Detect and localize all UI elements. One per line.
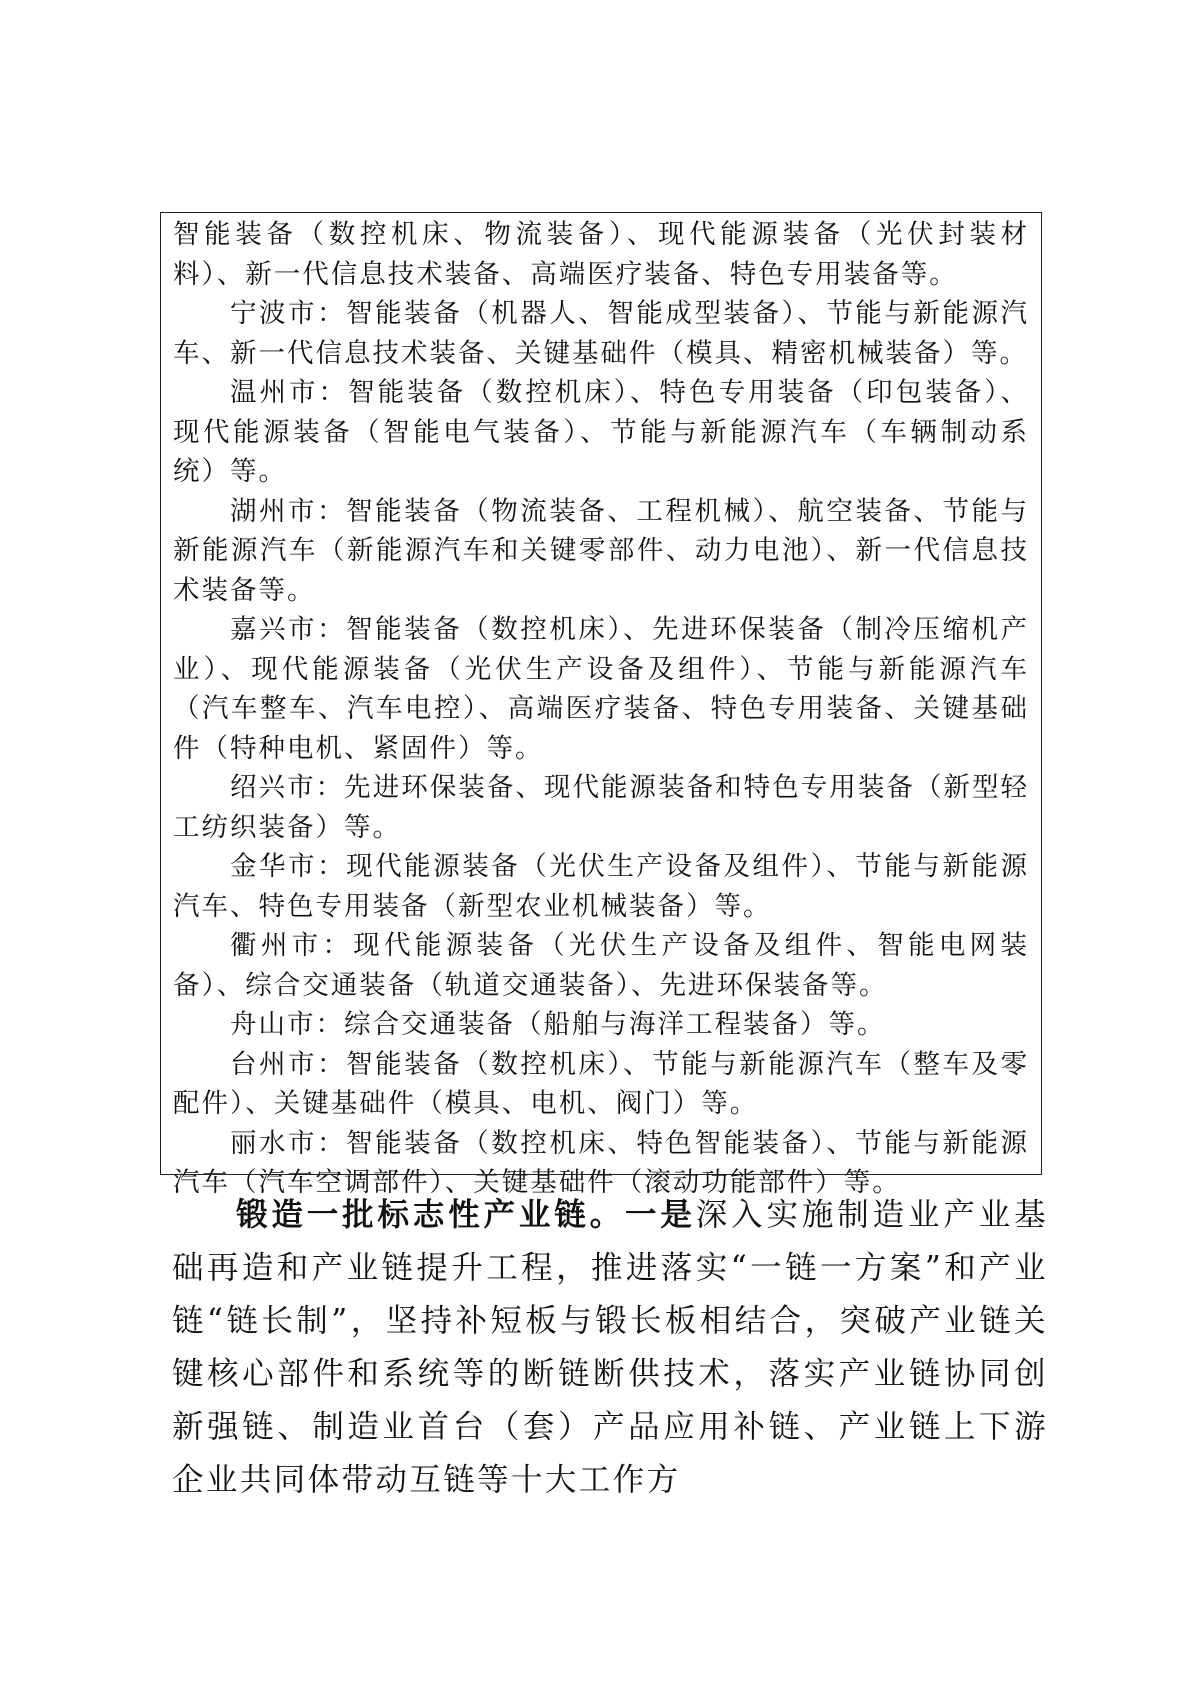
city-text: 智能装备（数控机床）、节能与新能源汽车（整车及零配件）、关键基础件（模具、电机、阀门）等。: [173, 1048, 1030, 1119]
city-text: 智能装备（数控机床）、先进环保装备（制冷压缩机产业）、现代能源装备（光伏生产设备及组件）、节能与新能源汽车（汽车整车、汽车电控）、高端医疗装备、特色专用装备、关键基础件（特种电机、紧固件）等。: [173, 614, 1030, 764]
city-name: 衢州市：: [230, 930, 354, 961]
paragraph-lead: 锻造一批标志性产业链。: [236, 1196, 626, 1233]
city-name: 宁波市：: [230, 298, 347, 329]
city-entry-wenzhou: [173, 373, 1029, 492]
city-name: 舟山市：: [230, 1009, 344, 1040]
city-text: 智能装备（机器人、智能成型装备）、节能与新能源汽车、新一代信息技术装备、关键基础件（模具、精密机械装备）等。: [173, 298, 1030, 369]
city-name: 绍兴市：: [230, 772, 345, 803]
city-text: 先进环保装备、现代能源装备和特色专用装备（新型轻工纺织装备）等。: [173, 772, 1030, 843]
city-text: 综合交通装备（船舶与海洋工程装备）等。: [344, 1009, 886, 1040]
body-section: [172, 1188, 1048, 1507]
city-text: 智能装备（数控机床、特色智能装备）、节能与新能源汽车（汽车空调部件）、关键基础件（滚动功能部件）等。: [173, 1127, 1030, 1198]
city-name: 金华市：: [230, 851, 347, 882]
city-text: 现代能源装备（光伏生产设备及组件）、节能与新能源汽车、特色专用装备（新型农业机械装备）等。: [173, 851, 1030, 922]
city-entry-jiaxing: [173, 610, 1029, 768]
city-name: 湖州市：: [230, 495, 347, 527]
city-entry-huzhou: [173, 492, 1029, 611]
body-paragraph: [172, 1188, 1048, 1507]
city-name: 台州市：: [230, 1048, 347, 1080]
city-text: 现代能源装备（光伏生产设备及组件、智能电网装备）、综合交通装备（轨道交通装备）、先进环保装备等。: [173, 930, 1030, 1001]
city-name: 温州市：: [230, 377, 349, 408]
city-entry-ningbo: [173, 294, 1029, 373]
city-name: 丽水市：: [230, 1127, 347, 1159]
city-name: 嘉兴市：: [230, 614, 347, 645]
city-entry-taizhou: [173, 1045, 1029, 1124]
paragraph-text: 深入实施制造业产业基础再造和产业链提升工程，推进落实“一链一方案”和产业链“链长制”，坚持补短板与锻长板相结合，突破产业链关键核心部件和系统等的断链断供技术，落实产业链协同创新强链、制造业首台（套）产品应用补链、产业链上下游企业共同体带动互链等十大工作方: [172, 1197, 1048, 1498]
city-text: 智能装备（数控机床）、特色专用装备（印包装备）、现代能源装备（智能电气装备）、节能与新能源汽车（车辆制动系统）等。: [173, 377, 1030, 487]
city-text: 智能装备（物流装备、工程机械）、航空装备、节能与新能源汽车（新能源汽车和关键零部件、动力电池）、新一代信息技术装备等。: [173, 495, 1030, 606]
city-entry-shaoxing: [173, 768, 1029, 847]
city-industry-box: [160, 212, 1042, 1198]
city-entry-quzhou: [173, 926, 1029, 1005]
box-intro: 智能装备（数控机床、物流装备）、现代能源装备（光伏封装材料）、新一代信息技术装备、高端医疗装备、特色专用装备等。: [173, 219, 1029, 290]
city-entry-zhoushan: [173, 1005, 1029, 1045]
paragraph-point-one: 一是: [625, 1196, 696, 1233]
city-entry-jinhua: [173, 847, 1029, 926]
